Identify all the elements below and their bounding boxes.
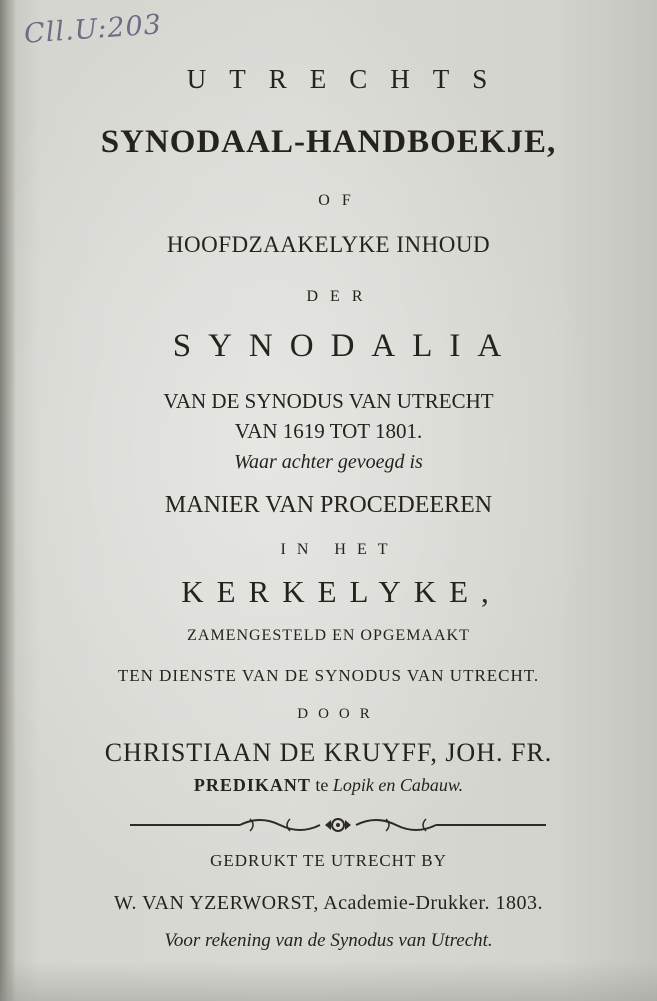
subtitle-waar-achter: Waar achter gevoegd is <box>234 451 423 473</box>
subtitle-zamengesteld: ZAMENGESTELD EN OPGEMAAKT <box>187 627 470 644</box>
author-name: CHRISTIAAN DE KRUYFF, JOH. FR. <box>104 738 553 767</box>
handwritten-shelfmark: Cll.U:203 <box>23 9 163 50</box>
author-te: te <box>315 775 329 795</box>
imprint-rekening: Voor rekening van de Synodus van Utrecht. <box>164 930 493 951</box>
title-line-of: OF <box>318 192 363 209</box>
title-line-synodalia: SYNODALIA <box>172 328 519 364</box>
author-predikant: PREDIKANT <box>193 775 311 795</box>
imprint-printer: W. VAN YZERWORST, Academie-Drukker. 1803. <box>114 892 543 914</box>
author-position <box>0 775 657 796</box>
author-door: DOOR <box>297 706 380 722</box>
author-location: Lopik en Cabauw. <box>332 775 464 795</box>
imprint-gedrukt: GEDRUKT TE UTRECHT BY <box>210 851 447 870</box>
subtitle-ten-dienste: TEN DIENSTE VAN DE SYNODUS VAN UTRECHT. <box>117 666 540 685</box>
subtitle-dates: VAN 1619 TOT 1801. <box>234 419 423 443</box>
title-line-handboekje: SYNODAAL-HANDBOEKJE, <box>100 124 557 160</box>
title-line-inhoud: HOOFDZAAKELYKE INHOUD <box>166 232 491 257</box>
subtitle-synodus: VAN DE SYNODUS VAN UTRECHT <box>163 389 494 413</box>
subtitle-manier: MANIER VAN PROCEDEEREN <box>164 492 493 518</box>
subtitle-kerkelyke: KERKELYKE, <box>181 574 502 609</box>
ornamental-rule <box>130 813 546 837</box>
title-line-utrechts: UTRECHTS <box>186 64 511 94</box>
subtitle-in-het: IN HET <box>280 541 399 558</box>
page-shadow <box>0 961 657 1001</box>
title-line-der: DER <box>306 288 375 305</box>
